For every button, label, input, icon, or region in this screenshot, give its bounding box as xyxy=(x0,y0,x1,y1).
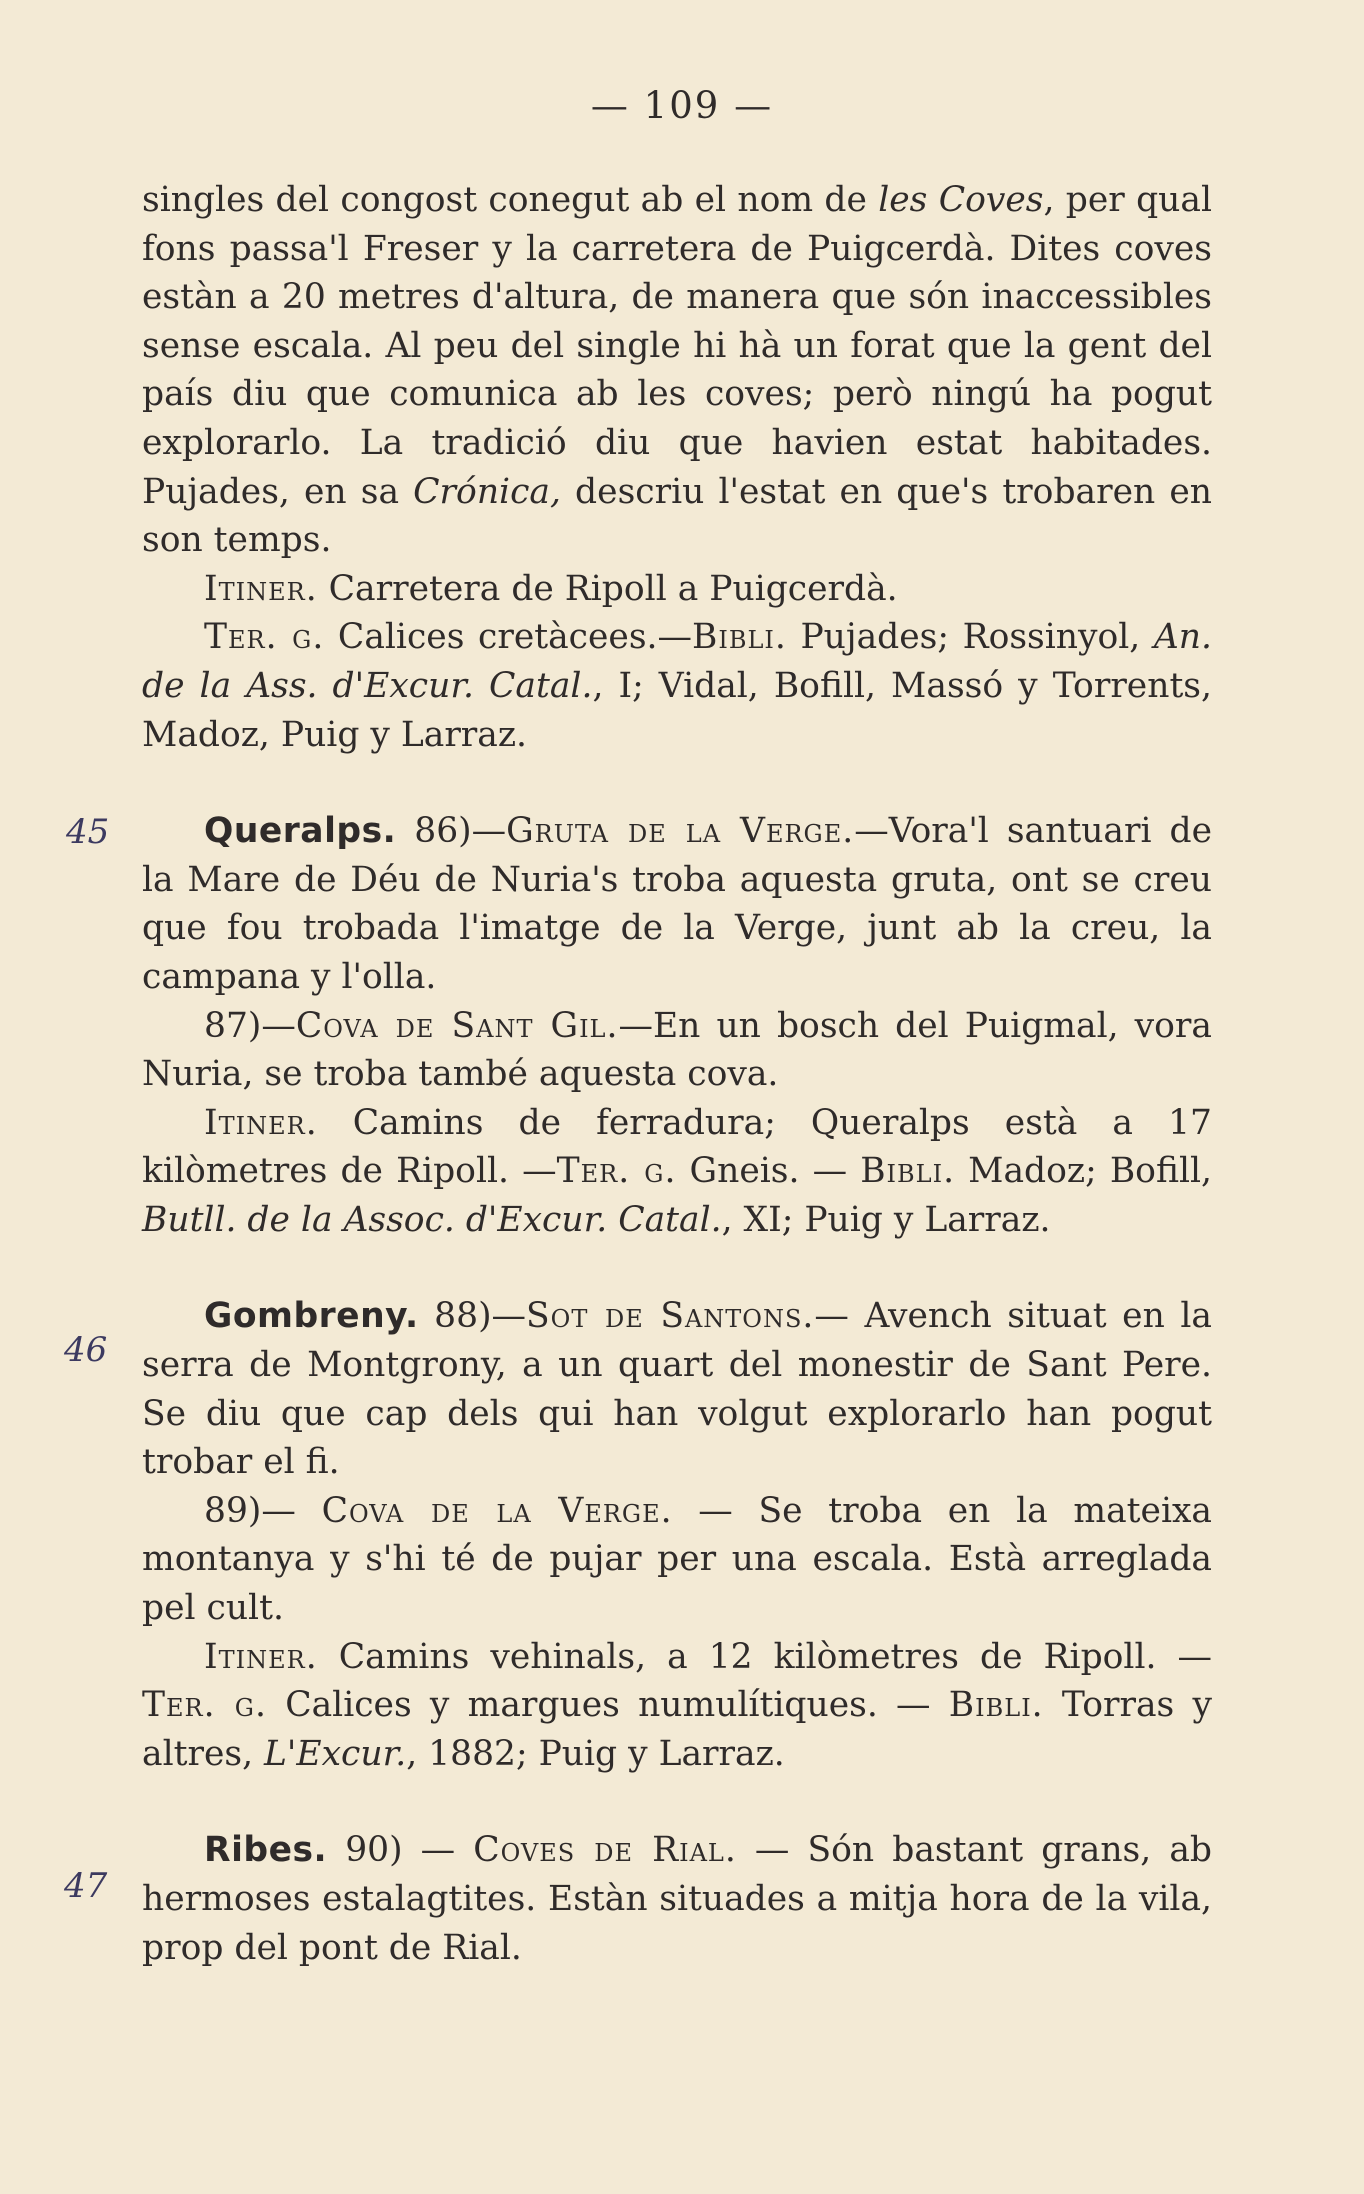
entry-87: 87)—Cova de Sant Gil.—En un bosch del Puigmal, vora Nuria, se troba també aquesta cova. xyxy=(142,1005,1212,1095)
page-number: — 109 — xyxy=(590,84,774,127)
entry-gombreny: Gombreny. 88)—Sot de Santons.— Avench situat en la serra de Montgrony, a un quart del monestir de Sant Pere. Se diu que cap dels qui han volgut explorarlo han pogut trobar el fi. xyxy=(142,1296,1213,1483)
intro-paragraph: singles del congost conegut ab el nom de les Coves, per qual fons passa'l Freser y la carretera de Puigcerdà. Dites coves estàn a 20 metres d'altura, de manera que són inaccessibles sense escala. Al peu del single hi hà un forat que la gent del país diu que comunica ab les coves; però ningú ha pogut explorarlo. La tradició diu que havien estat habitades. Pujades, en sa Crónica, descriu l'estat en que's trobaren en son temps. xyxy=(142,180,1212,561)
page-body xyxy=(142,176,1212,1972)
queralps-itiner: Itiner. Camins de ferradura; Queralps està a 17 kilòmetres de Ripoll. —Ter. g. Gneis. — Bibli. Madoz; Bofill, Butll. de la Assoc. d'Excur. Catal., XI; Puig y Larraz. xyxy=(142,1102,1212,1240)
intro-itiner: Itiner. Carretera de Ripoll a Puigcerdà. xyxy=(204,568,898,609)
marginal-note-47: 47 xyxy=(64,1866,108,1906)
intro-terrain-bibliography: Ter. g. Calices cretàcees.—Bibli. Pujades; Rossinyol, An. de la Ass. d'Excur. Catal., I; Vidal, Bofill, Massó y Torrents, Madoz, Puig y Larraz. xyxy=(142,617,1212,755)
entry-89: 89)— Cova de la Verge. — Se troba en la mateixa montanya y s'hi té de pujar per una escala. Està arreglada pel cult. xyxy=(142,1490,1213,1629)
entry-ribes: Ribes. 90) — Coves de Rial. — Són bastant grans, ab hermoses estalagtites. Estàn situades a mitja hora de la vila, prop del pont de Rial. xyxy=(142,1830,1212,1968)
marginal-note-46: 46 xyxy=(64,1330,108,1370)
marginal-note-45: 45 xyxy=(66,812,110,852)
gombreny-itiner: Itiner. Camins vehinals, a 12 kilòmetres de Ripoll. — Ter. g. Calices y margues numulítiques. — Bibli. Torras y altres, L'Excur., 1882; Puig y Larraz. xyxy=(142,1636,1212,1774)
entry-queralps: Queralps. 86)—Gruta de la Verge.—Vora'l santuari de la Mare de Déu de Nuria's troba aquesta gruta, ont se creu que fou trobada l'imatge de la Verge, junt ab la creu, la campana y l'olla. xyxy=(142,811,1213,997)
